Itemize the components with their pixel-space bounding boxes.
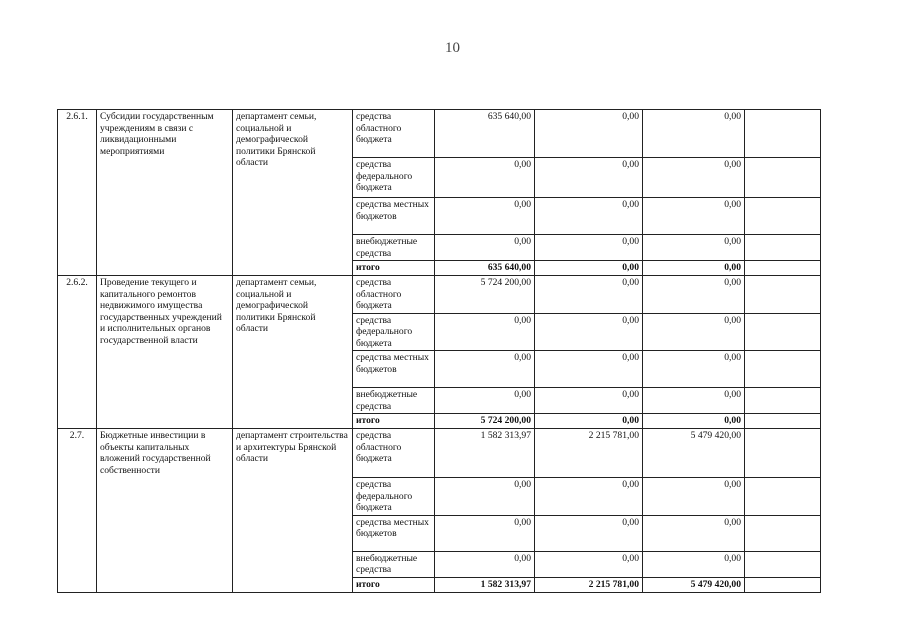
budget-table-body — [58, 110, 821, 593]
amount-year-3: 0,00 — [643, 158, 745, 198]
section-name: Проведение текущего и капитального ремонтов недвижимого имущества государственных учреждений и исполнительных органов государственной власти — [97, 276, 233, 429]
amount-year-1: 0,00 — [435, 313, 535, 351]
funding-source: средства областного бюджета — [353, 276, 435, 314]
amount-year-2: 0,00 — [535, 388, 643, 414]
empty-cell — [745, 351, 821, 388]
amount-year-3: 0,00 — [643, 351, 745, 388]
amount-year-2: 0,00 — [535, 110, 643, 158]
empty-cell — [745, 478, 821, 516]
table-row — [58, 110, 821, 158]
amount-year-1: 635 640,00 — [435, 261, 535, 276]
section-code: 2.6.2. — [58, 276, 97, 429]
funding-source: итого — [353, 577, 435, 592]
funding-source: внебюджетные средства — [353, 551, 435, 577]
table-row — [58, 276, 821, 314]
section-executor: департамент семьи, социальной и демографической политики Брянской области — [233, 110, 353, 276]
funding-source: средства федерального бюджета — [353, 158, 435, 198]
section-code: 2.6.1. — [58, 110, 97, 276]
funding-source: средства федерального бюджета — [353, 478, 435, 516]
amount-year-2: 2 215 781,00 — [535, 577, 643, 592]
empty-cell — [745, 577, 821, 592]
amount-year-1: 1 582 313,97 — [435, 577, 535, 592]
empty-cell — [745, 198, 821, 235]
empty-cell — [745, 261, 821, 276]
empty-cell — [745, 235, 821, 261]
amount-year-3: 0,00 — [643, 515, 745, 551]
section-name: Бюджетные инвестиции в объекты капитальных вложений государственной собственности — [97, 429, 233, 593]
amount-year-1: 0,00 — [435, 351, 535, 388]
amount-year-2: 0,00 — [535, 551, 643, 577]
empty-cell — [745, 414, 821, 429]
amount-year-2: 0,00 — [535, 198, 643, 235]
funding-source: средства областного бюджета — [353, 110, 435, 158]
amount-year-2: 0,00 — [535, 276, 643, 314]
amount-year-3: 0,00 — [643, 478, 745, 516]
budget-table — [57, 109, 821, 593]
empty-cell — [745, 429, 821, 478]
funding-source: средства федерального бюджета — [353, 313, 435, 351]
section-executor: департамент строительства и архитектуры Брянской области — [233, 429, 353, 593]
amount-year-1: 0,00 — [435, 235, 535, 261]
amount-year-2: 0,00 — [535, 313, 643, 351]
empty-cell — [745, 388, 821, 414]
amount-year-2: 0,00 — [535, 351, 643, 388]
funding-source: средства местных бюджетов — [353, 515, 435, 551]
page-number: 10 — [445, 40, 460, 56]
empty-cell — [745, 276, 821, 314]
funding-source: средства местных бюджетов — [353, 198, 435, 235]
amount-year-2: 0,00 — [535, 261, 643, 276]
amount-year-1: 0,00 — [435, 515, 535, 551]
amount-year-1: 0,00 — [435, 478, 535, 516]
empty-cell — [745, 110, 821, 158]
amount-year-3: 0,00 — [643, 235, 745, 261]
funding-source: итого — [353, 414, 435, 429]
amount-year-3: 0,00 — [643, 313, 745, 351]
funding-source: внебюджетные средства — [353, 388, 435, 414]
funding-source: средства местных бюджетов — [353, 351, 435, 388]
amount-year-2: 0,00 — [535, 158, 643, 198]
amount-year-3: 0,00 — [643, 261, 745, 276]
amount-year-3: 0,00 — [643, 110, 745, 158]
amount-year-3: 0,00 — [643, 388, 745, 414]
amount-year-2: 0,00 — [535, 414, 643, 429]
amount-year-2: 0,00 — [535, 478, 643, 516]
amount-year-1: 1 582 313,97 — [435, 429, 535, 478]
amount-year-3: 0,00 — [643, 414, 745, 429]
amount-year-3: 5 479 420,00 — [643, 577, 745, 592]
amount-year-2: 0,00 — [535, 515, 643, 551]
amount-year-1: 5 724 200,00 — [435, 276, 535, 314]
amount-year-3: 0,00 — [643, 198, 745, 235]
amount-year-1: 0,00 — [435, 158, 535, 198]
funding-source: средства областного бюджета — [353, 429, 435, 478]
funding-source: внебюджетные средства — [353, 235, 435, 261]
empty-cell — [745, 158, 821, 198]
amount-year-1: 0,00 — [435, 388, 535, 414]
funding-source: итого — [353, 261, 435, 276]
section-executor: департамент семьи, социальной и демографической политики Брянской области — [233, 276, 353, 429]
empty-cell — [745, 551, 821, 577]
amount-year-2: 0,00 — [535, 235, 643, 261]
empty-cell — [745, 313, 821, 351]
amount-year-3: 0,00 — [643, 551, 745, 577]
amount-year-1: 0,00 — [435, 551, 535, 577]
table-row — [58, 429, 821, 478]
amount-year-3: 5 479 420,00 — [643, 429, 745, 478]
amount-year-1: 635 640,00 — [435, 110, 535, 158]
amount-year-1: 5 724 200,00 — [435, 414, 535, 429]
section-name: Субсидии государственным учреждениям в связи с ликвидационными мероприятиями — [97, 110, 233, 276]
amount-year-1: 0,00 — [435, 198, 535, 235]
amount-year-3: 0,00 — [643, 276, 745, 314]
section-code: 2.7. — [58, 429, 97, 593]
amount-year-2: 2 215 781,00 — [535, 429, 643, 478]
empty-cell — [745, 515, 821, 551]
